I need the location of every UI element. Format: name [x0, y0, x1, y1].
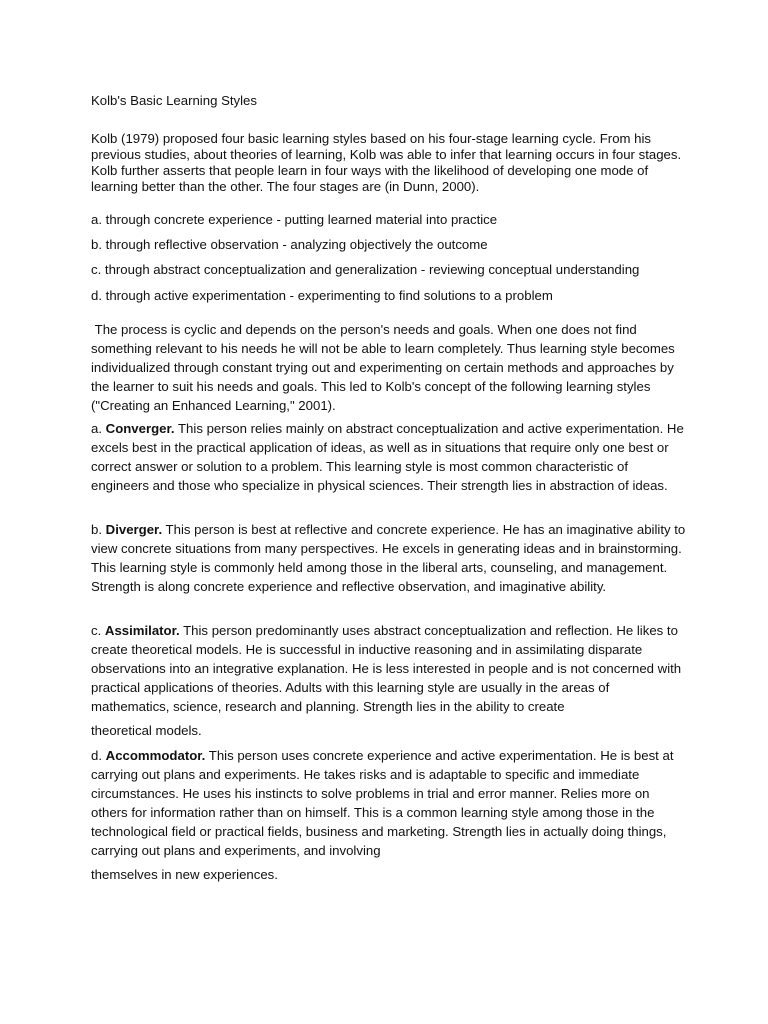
stage-item-c: c. through abstract conceptualization and generalization - reviewing conceptual understanding [91, 262, 640, 277]
style-name: Assimilator. [104, 623, 180, 638]
style-assimilator-tail: theoretical models. [91, 723, 202, 738]
stage-item-b: b. through reflective observation - analyzing objectively the outcome [91, 237, 488, 252]
stage-item-d: d. through active experimentation - experimenting to find solutions to a problem [91, 288, 553, 303]
style-name: Converger. [105, 421, 175, 436]
style-converger [91, 419, 686, 495]
process-paragraph: The process is cyclic and depends on the person's needs and goals. When one does not find something relevant to his needs he will not be able to learn completely. Thus learning style becomes individualized through constant trying out and experimenting on certain methods and approaches by the learner to suit his needs and goals. This led to Kolb's concept of the following learning styles ("Creating an Enhanced Learning," 2001). [91, 322, 679, 413]
style-description: This person uses concrete experience and active experimentation. He is best at carrying out plans and experiments. He takes risks and is adaptable to specific and immediate circumstances. He uses his instincts to solve problems in trial and error manner. Relies more on others for information rather than on himself. This is a common learning style among those in the technological field or practical fields, business and marketing. Strength lies in actually doing things, carrying out plans and experiments, and involving [91, 748, 674, 858]
style-letter: b. [91, 522, 106, 537]
style-name: Diverger. [105, 522, 163, 537]
style-description: This person predominantly uses abstract conceptualization and reflection. He likes to create theoretical models. He is successful in inductive reasoning and in assimilating disparate observations into an integrative explanation. He is less interested in people and is not concerned with practical applications of theories. Adults with this learning style are usually in the areas of mathematics, science, research and planning. Strength lies in the ability to create [91, 623, 682, 714]
document-title: Kolb's Basic Learning Styles [91, 93, 257, 108]
style-accommodator-tail: themselves in new experiences. [91, 867, 278, 882]
style-letter: a. [91, 421, 106, 436]
style-description: This person relies mainly on abstract conceptualization and active experimentation. He excels best in the practical application of ideas, as well as in situations that require only one best or correct answer or solution to a problem. This learning style is most common characteristic of engineers and those who specialize in physical sciences. Their strength lies in abstraction of ideas. [91, 421, 684, 493]
style-diverger [91, 520, 686, 596]
stage-item-a: a. through concrete experience - putting learned material into practice [91, 212, 498, 227]
style-description: This person is best at reflective and concrete experience. He has an imaginative ability to view concrete situations from many perspectives. He excels in generating ideas and in brainstorming. This learning style is commonly held among those in the liberal arts, counseling, and management. Strength is along concrete experience and reflective observation, and imaginative ability. [91, 522, 686, 594]
intro-paragraph: Kolb (1979) proposed four basic learning styles based on his four-stage learning cycle. From his previous studies, about theories of learning, Kolb was able to infer that learning occurs in four stages. Kolb further asserts that people learn in four ways with the likelihood of developing one mode of learning better than the other. The four stages are (in Dunn, 2000). [91, 131, 682, 194]
style-letter: c. [91, 623, 105, 638]
style-accommodator [91, 746, 686, 860]
style-assimilator [91, 621, 686, 716]
style-letter: d. [91, 748, 106, 763]
style-name: Accommodator. [105, 748, 206, 763]
